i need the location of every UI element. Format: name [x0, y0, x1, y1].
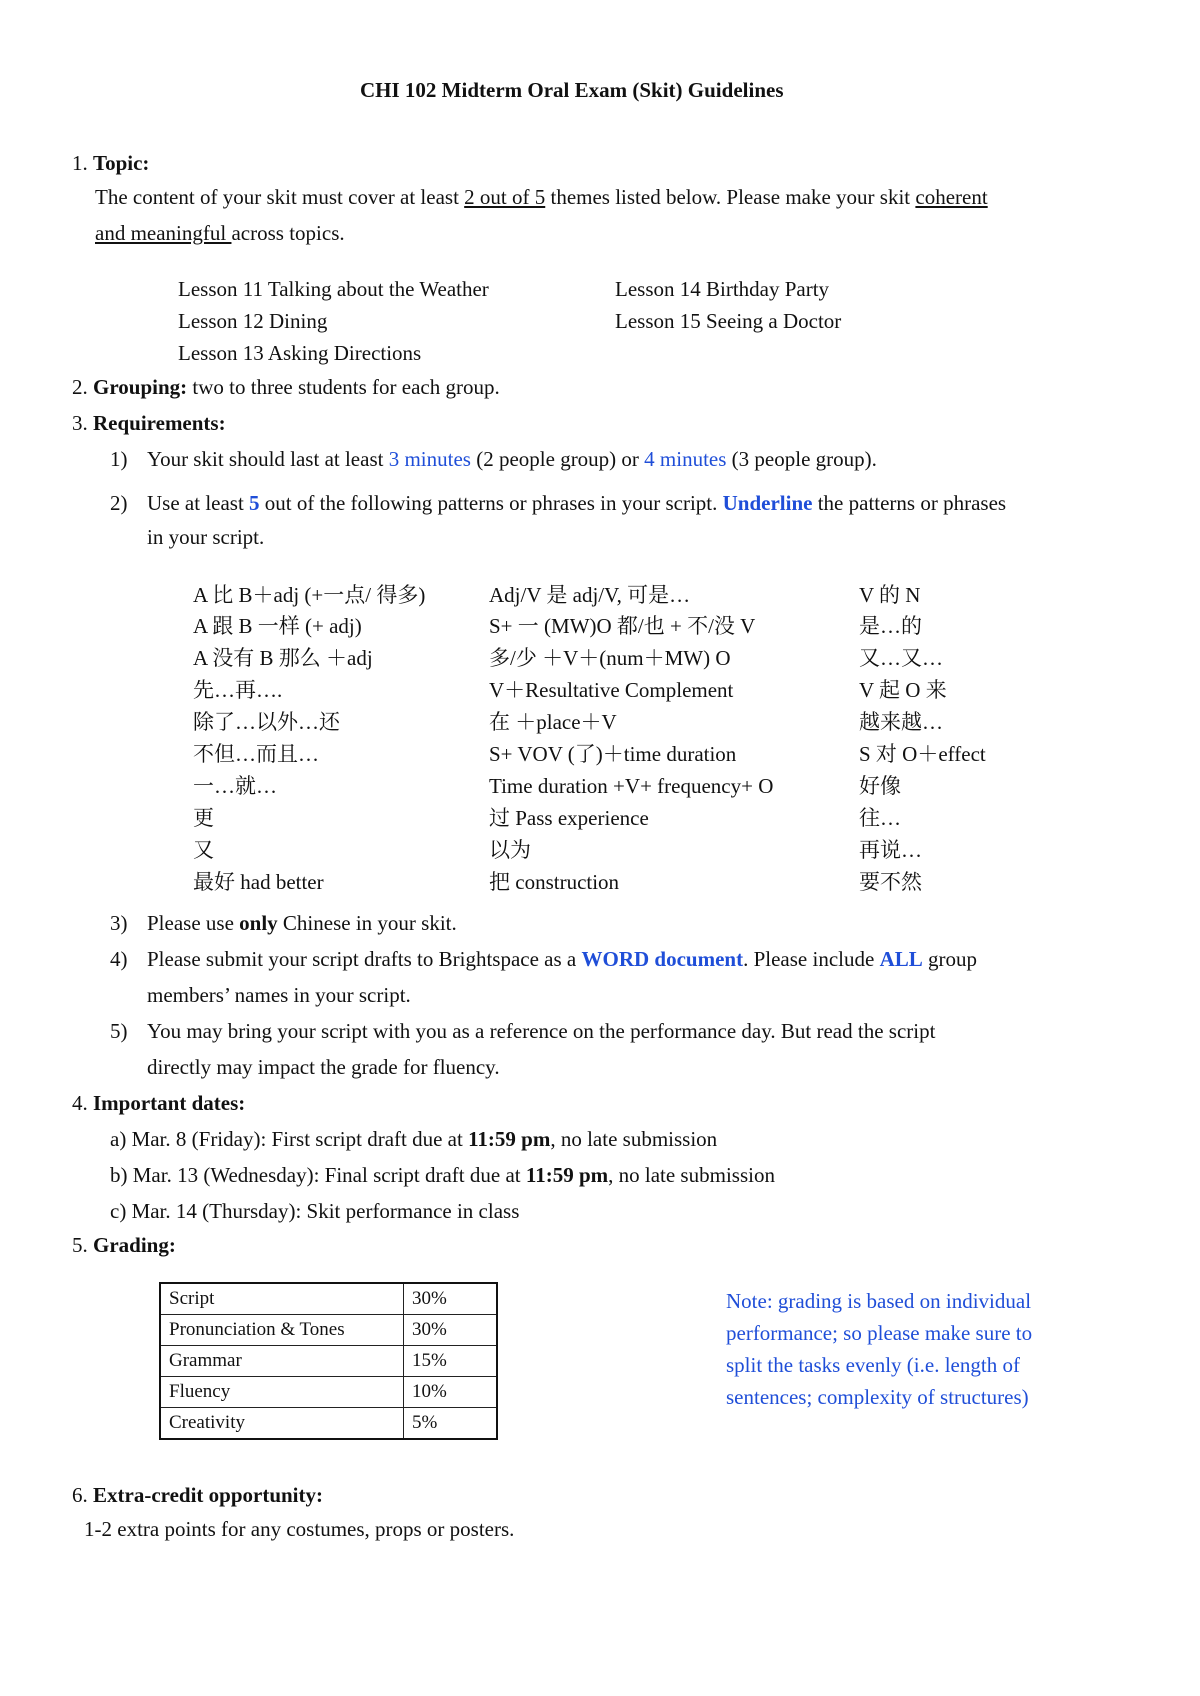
topic-text: themes listed below. Please make your skit: [545, 185, 916, 209]
pattern-item: V＋Resultative Complement: [489, 678, 734, 702]
pattern-item: 把 construction: [489, 870, 620, 894]
requirement-1: [147, 446, 877, 472]
topic-underline-meaningful: and meaningful: [95, 221, 232, 245]
req-text: (3 people group).: [726, 447, 877, 471]
req-text: Use at least: [147, 491, 250, 515]
section-number: 4.: [72, 1091, 88, 1115]
lesson-item: Lesson 12 Dining: [178, 309, 328, 333]
table-row: [160, 1283, 497, 1315]
date-text: , no late submission: [608, 1163, 775, 1187]
requirement-2-number: 2): [110, 491, 128, 515]
req-word-document: WORD document: [581, 947, 744, 971]
requirement-2-line-2: in your script.: [147, 525, 265, 549]
pattern-item: V 的 N: [859, 583, 921, 607]
note-line: split the tasks evenly (i.e. length of: [726, 1353, 1020, 1377]
topic-line-1: [95, 184, 988, 210]
req-text: out of the following patterns or phrases in your script.: [259, 491, 723, 515]
req-underline-word: Underline: [722, 491, 813, 515]
pattern-item: S 对 O＋effect: [859, 742, 986, 766]
topic-text: The content of your skit must cover at least: [95, 185, 465, 209]
pattern-item: A 比 B＋adj (+一点/ 得多): [193, 583, 426, 607]
topic-underline-count: 2 out of 5: [464, 185, 546, 209]
req-text: Your skit should last at least: [147, 447, 389, 471]
pattern-item: V 起 O 来: [859, 678, 947, 702]
table-row: [160, 1408, 497, 1440]
date-text: a) Mar. 8 (Friday): First script draft due at: [110, 1127, 469, 1151]
topic-label: Topic:: [93, 151, 150, 175]
dates-heading: [72, 1090, 245, 1116]
req-text: group: [922, 947, 977, 971]
pattern-item: 以为: [489, 838, 531, 862]
pattern-item: 越来越…: [859, 710, 943, 734]
pattern-item: 一…就…: [193, 774, 277, 798]
requirement-3-number: 3): [110, 911, 128, 935]
note-line: sentences; complexity of structures): [726, 1385, 1029, 1409]
req-text: the patterns or phrases: [812, 491, 1007, 515]
pattern-item: 又: [193, 838, 214, 862]
topic-heading: [72, 150, 149, 176]
section-number: 1.: [72, 151, 88, 175]
extra-credit-text: 1-2 extra points for any costumes, props or posters.: [84, 1517, 515, 1541]
grade-item: Script: [160, 1283, 404, 1315]
req-text: Please use: [147, 911, 240, 935]
date-time: 11:59 pm: [525, 1163, 609, 1187]
date-text: , no late submission: [550, 1127, 718, 1151]
pattern-item: 在 ＋place＋V: [489, 710, 617, 734]
requirement-2: [147, 490, 1006, 516]
lesson-item: Lesson 11 Talking about the Weather: [178, 277, 489, 301]
pattern-item: 是…的: [859, 614, 922, 638]
grouping-text: two to three students for each group.: [187, 375, 500, 399]
requirement-4-number: 4): [110, 947, 128, 971]
section-number: 6.: [72, 1483, 88, 1507]
pattern-item: Adj/V 是 adj/V, 可是…: [489, 583, 691, 607]
pattern-item: 多/少 ＋V＋(num＋MW) O: [489, 646, 731, 670]
extra-credit-label: Extra-credit opportunity:: [93, 1483, 324, 1507]
topic-line-2: [95, 220, 345, 246]
grade-item: Pronunciation & Tones: [160, 1315, 404, 1346]
lesson-item: Lesson 15 Seeing a Doctor: [615, 309, 842, 333]
pattern-item: 先…再….: [193, 678, 283, 702]
dates-label: Important dates:: [93, 1091, 246, 1115]
grading-note: [726, 1285, 1126, 1413]
grade-percent: 5%: [404, 1408, 498, 1440]
requirement-1-number: 1): [110, 447, 128, 471]
pattern-item: 好像: [859, 774, 901, 798]
grade-item: Creativity: [160, 1408, 404, 1440]
pattern-item: 往…: [859, 806, 901, 830]
table-row: [160, 1315, 497, 1346]
section-number: 2.: [72, 375, 88, 399]
req-text: Chinese in your skit.: [277, 911, 457, 935]
pattern-item: 再说…: [859, 838, 922, 862]
requirements-heading: [72, 410, 226, 436]
grading-heading: [72, 1232, 176, 1258]
req-text: . Please include: [743, 947, 880, 971]
grading-table: [159, 1282, 498, 1440]
grade-percent: 15%: [404, 1346, 498, 1377]
note-line: performance; so please make sure to: [726, 1321, 1033, 1345]
pattern-item: A 没有 B 那么 ＋adj: [193, 646, 373, 670]
grade-item: Grammar: [160, 1346, 404, 1377]
extra-credit-heading: [72, 1482, 323, 1508]
req-text: Please submit your script drafts to Brightspace as a: [147, 947, 582, 971]
pattern-item: 过 Pass experience: [489, 806, 649, 830]
grouping-label: Grouping:: [93, 375, 188, 399]
table-row: [160, 1377, 497, 1408]
requirement-5-number: 5): [110, 1019, 128, 1043]
topic-text: across topics.: [231, 221, 345, 245]
pattern-item: 要不然: [859, 870, 922, 894]
requirements-label: Requirements:: [93, 411, 226, 435]
pattern-item: 除了…以外…还: [193, 710, 340, 734]
grading-label: Grading:: [93, 1233, 176, 1257]
pattern-item: 最好 had better: [193, 870, 324, 894]
req-duration-2: 3 minutes: [388, 447, 471, 471]
requirement-4-line-2: members’ names in your script.: [147, 983, 411, 1007]
grade-percent: 10%: [404, 1377, 498, 1408]
page-title: CHI 102 Midterm Oral Exam (Skit) Guidelines: [360, 78, 784, 102]
requirement-4: [147, 946, 977, 972]
req-only: only: [239, 911, 278, 935]
date-item: [110, 1162, 775, 1188]
requirement-5-line-2: directly may impact the grade for fluency.: [147, 1055, 500, 1079]
pattern-item: A 跟 B 一样 (+ adj): [193, 614, 362, 638]
grouping-line: [72, 374, 500, 400]
pattern-item: Time duration +V+ frequency+ O: [489, 774, 774, 798]
pattern-item: 不但…而且…: [193, 742, 319, 766]
req-duration-3: 4 minutes: [644, 447, 727, 471]
req-count: 5: [249, 491, 260, 515]
section-number: 3.: [72, 411, 88, 435]
table-row: [160, 1346, 497, 1377]
pattern-item: 更: [193, 806, 214, 830]
lesson-item: Lesson 13 Asking Directions: [178, 341, 422, 365]
req-text: (2 people group) or: [470, 447, 645, 471]
section-number: 5.: [72, 1233, 88, 1257]
pattern-item: S+ VOV (了)＋time duration: [489, 742, 737, 766]
req-all: ALL: [879, 947, 923, 971]
grade-percent: 30%: [404, 1283, 498, 1315]
grade-item: Fluency: [160, 1377, 404, 1408]
topic-underline-coherent: coherent: [915, 185, 988, 209]
note-line: Note: grading is based on individual: [726, 1289, 1032, 1313]
date-item: c) Mar. 14 (Thursday): Skit performance in class: [110, 1199, 520, 1223]
date-item: [110, 1126, 717, 1152]
requirement-3: [147, 910, 457, 936]
pattern-item: S+ 一 (MW)O 都/也 + 不/没 V: [489, 614, 756, 638]
grade-percent: 30%: [404, 1315, 498, 1346]
pattern-item: 又…又…: [859, 646, 943, 670]
date-text: b) Mar. 13 (Wednesday): Final script draft due at: [110, 1163, 526, 1187]
requirement-5: You may bring your script with you as a reference on the performance day. But read the script: [147, 1019, 936, 1043]
date-time: 11:59 pm: [468, 1127, 551, 1151]
lesson-item: Lesson 14 Birthday Party: [615, 277, 830, 301]
